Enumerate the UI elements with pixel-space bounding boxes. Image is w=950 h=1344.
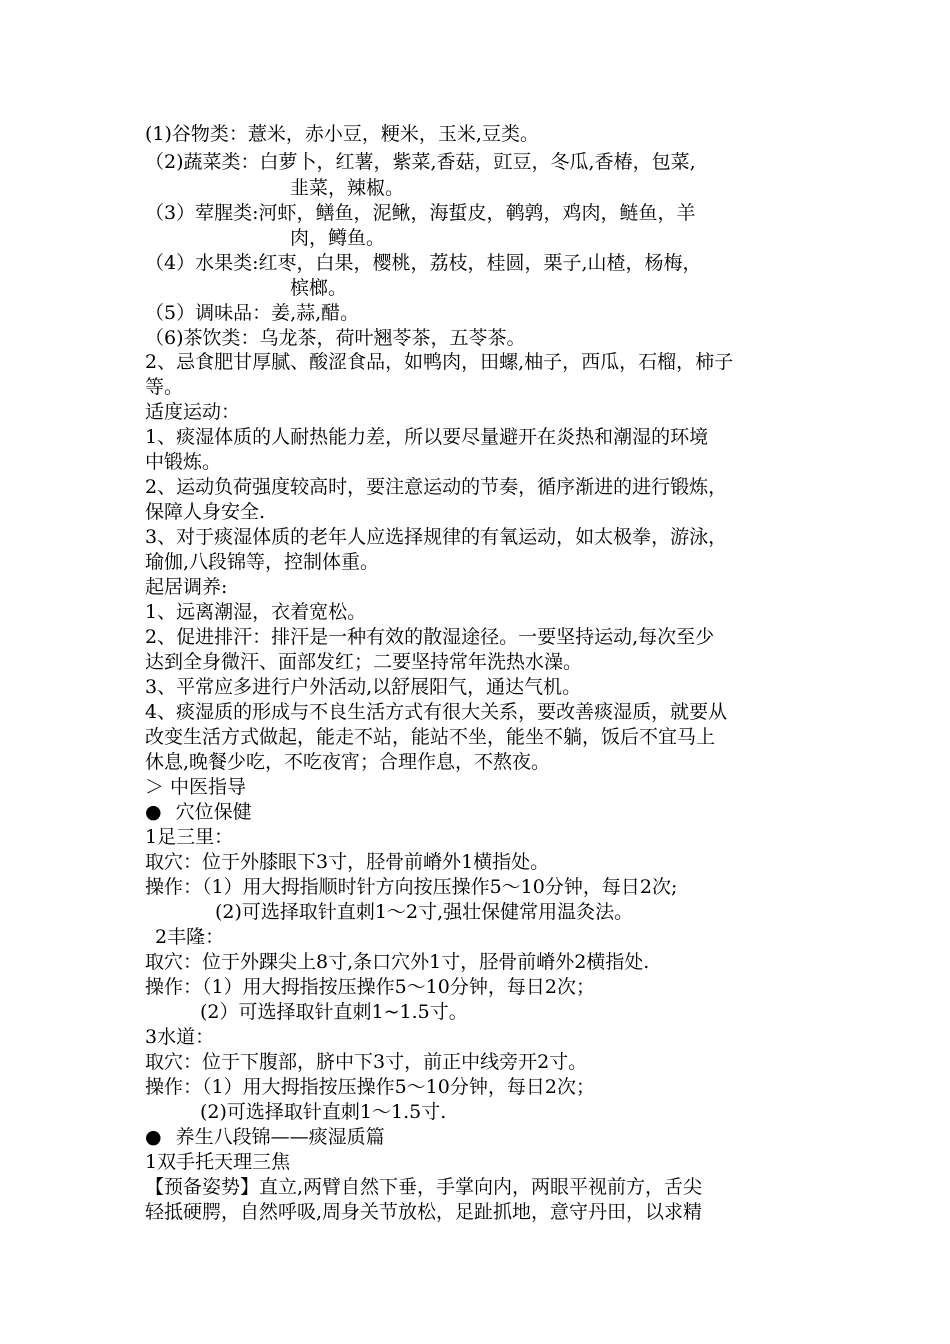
text-line: （5）调味品：姜,蒜,醋。: [145, 302, 360, 324]
text-line: 改变生活方式做起，能走不站，能站不坐，能坐不躺，饭后不宜马上: [145, 726, 716, 748]
bullet-heading: [145, 800, 252, 824]
text-line: （6)茶饮类：乌龙茶，荷叶翘苓茶，五苓茶。: [145, 327, 526, 349]
text-line: 取穴：位于外踝尖上8寸,条口穴外1寸，胫骨前嵴外2横指处.: [145, 951, 650, 973]
text-line: （4）水果类:红枣，白果，樱桃，荔枝，桂圆，栗子,山楂，杨梅，: [145, 252, 702, 274]
text-line: 操作：（1）用大拇指按压操作5～10分钟，每日2次；: [145, 976, 595, 998]
bullet-heading-text: 养生八段锦——痰湿质篇: [175, 1126, 385, 1148]
text-line: 3、对于痰湿体质的老年人应选择规律的有氧运动，如太极拳，游泳，: [145, 526, 728, 548]
text-line: 取穴：位于外膝眼下3寸，胫骨前嵴外1横指处。: [145, 851, 550, 873]
text-line: 1、痰湿体质的人耐热能力差，所以要尽量避开在炎热和潮湿的环境: [145, 426, 709, 448]
text-line: (2）可选择取针直刺1~1.5寸。: [200, 1001, 468, 1023]
text-line: 肉，鳟鱼。: [290, 227, 386, 249]
text-line: 3水道：: [145, 1026, 215, 1048]
text-line: 槟榔。: [290, 277, 348, 299]
text-line: 取穴：位于下腹部，脐中下3寸，前正中线旁开2寸。: [145, 1051, 588, 1073]
text-line: 操作：（1）用大拇指按压操作5～10分钟，每日2次；: [145, 1076, 595, 1098]
text-line: (1)谷物类：薏米，赤小豆，粳米，玉米,豆类。: [145, 123, 539, 145]
text-line: 1足三里：: [145, 826, 234, 848]
text-line: 1、远离潮湿，衣着宽松。: [145, 601, 367, 623]
text-line: 4、痰湿质的形成与不良生活方式有很大关系，要改善痰湿质，就要从: [145, 701, 728, 723]
bullet-icon: ●: [145, 1126, 162, 1148]
text-line: 【预备姿势】直立,两臂自然下垂，手掌向内，两眼平视前方，舌尖: [145, 1176, 703, 1198]
text-line: 中锻炼。: [145, 451, 222, 473]
text-line: 2、忌食肥甘厚腻、酸涩食品，如鸭肉，田螺,柚子，西瓜，石榴，柿子: [145, 351, 734, 373]
text-line: 休息,晚餐少吃，不吃夜宵；合理作息，不熬夜。: [145, 751, 551, 773]
section-heading: ＞ 中医指导: [145, 776, 247, 798]
text-line: 1双手托天理三焦: [145, 1151, 291, 1173]
text-line: (2)可选择取针直刺1～2寸,强壮保健常用温灸法。: [215, 901, 634, 923]
text-line: 达到全身微汗、面部发红；二要坚持常年洗热水澡。: [145, 651, 583, 673]
text-line: 瑜伽,八段锦等，控制体重。: [145, 551, 380, 573]
text-line: 保障人身安全.: [145, 501, 266, 523]
bullet-heading-text: 穴位保健: [175, 801, 252, 823]
text-line: 韭菜，辣椒。: [290, 177, 405, 199]
section-heading: 适度运动：: [145, 401, 241, 423]
bullet-icon: ●: [145, 801, 162, 823]
text-line: 轻抵硬腭，自然呼吸,周身关节放松，足趾抓地，意守丹田，以求精: [145, 1201, 703, 1223]
text-line: 等。: [145, 376, 184, 398]
text-line: 2、促进排汗：排汗是一种有效的散湿途径。一要坚持运动,每次至少: [145, 626, 715, 648]
text-line: （2)蔬菜类：白萝卜，红薯，紫菜,香菇，豇豆，冬瓜,香椿，包菜,: [145, 151, 696, 173]
text-line: （3）荤腥类:河虾，鳝鱼，泥鳅，海蜇皮，鹌鹑，鸡肉，鲢鱼，羊: [145, 202, 696, 224]
bullet-heading: [145, 1125, 385, 1149]
text-line: (2)可选择取针直刺1～1.5寸.: [200, 1101, 447, 1123]
section-heading: 起居调养:: [145, 576, 228, 598]
text-line: 3、平常应多进行户外活动,以舒展阳气，通达气机。: [145, 676, 582, 698]
text-line: 2丰隆：: [155, 926, 225, 948]
text-line: 操作：（1）用大拇指顺时针方向按压操作5～10分钟，每日2次;: [145, 876, 678, 898]
text-line: 2、运动负荷强度较高时，要注意运动的节奏，循序渐进的进行锻炼，: [145, 476, 728, 498]
